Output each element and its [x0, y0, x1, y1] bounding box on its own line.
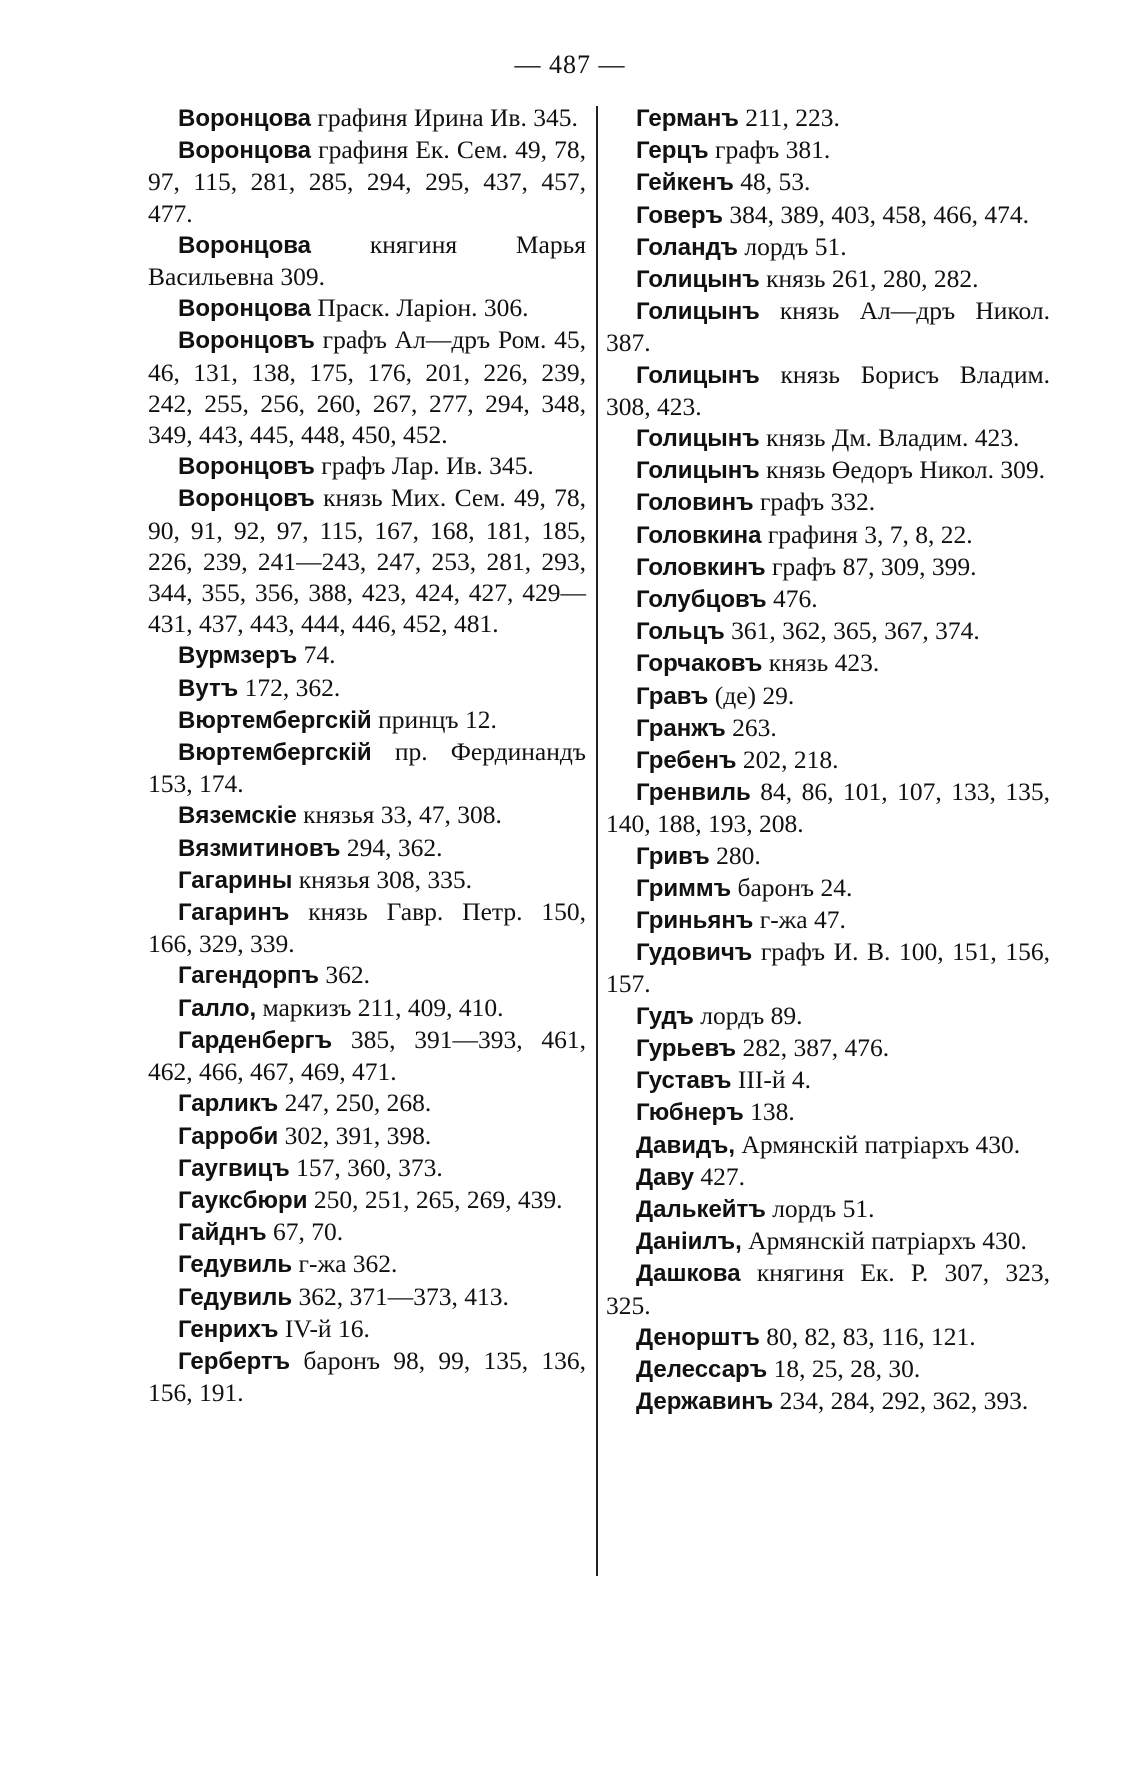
index-entry [606, 904, 1050, 936]
index-entry [148, 1216, 586, 1248]
index-entry [148, 1313, 586, 1345]
entry-references: 294, 362. [340, 832, 443, 862]
index-entry [148, 864, 586, 896]
index-entry [606, 1064, 1050, 1096]
entry-references: 74. [297, 640, 336, 670]
entry-name: Гербертъ [178, 1347, 291, 1375]
entry-references: 385, 391—393, 461, 462, 466, 467, 469, 471. [148, 1024, 586, 1087]
left-index-column [148, 102, 586, 1408]
index-entry [606, 1321, 1050, 1353]
entry-name: Давидъ, [636, 1131, 736, 1159]
entry-name: Голицынъ [636, 425, 760, 453]
index-entry [148, 1281, 586, 1313]
entry-name: Гравъ [636, 682, 709, 710]
entry-name: Германъ [636, 105, 739, 132]
index-entry [148, 1345, 586, 1408]
index-entry [606, 615, 1050, 647]
index-entry [606, 744, 1050, 776]
entry-name: Головкина [636, 521, 762, 549]
entry-name: Гудъ [636, 1002, 694, 1030]
entry-references: князь Гавр. Петр. 150, 166, 329, 339. [148, 897, 586, 959]
index-entry [606, 1225, 1050, 1257]
entry-name: Гребенъ [636, 747, 737, 775]
index-entry [148, 672, 586, 704]
entry-name: Гагендорпъ [178, 962, 320, 990]
entry-references: лордъ 89. [693, 1000, 803, 1030]
entry-references: Армянскій патріархъ 430. [735, 1129, 1021, 1159]
index-entry [606, 231, 1050, 263]
entry-references: графъ Ал—дръ Ром. 45, 46, 131, 138, 175, 176, 201, 226, 239, 242, 255, 256, 260, 267, 277, 294, 348, 349, 443, 445, 448, 450, 452. [148, 325, 586, 450]
entry-references: князь 261, 280, 282. [759, 264, 979, 294]
entry-name: Воронцова [178, 105, 312, 132]
entry-references: 211, 223. [738, 103, 840, 132]
entry-name: Головинъ [636, 489, 754, 517]
index-entry [606, 1000, 1050, 1032]
entry-name: Вязмитиновъ [178, 834, 341, 862]
entry-name: Вяземскіе [178, 802, 297, 830]
entry-references: графъ 87, 309, 399. [765, 551, 977, 581]
entry-name: Гедувиль [178, 1283, 293, 1311]
entry-name: Гейкенъ [636, 169, 734, 197]
entry-references: князь Өедоръ Никол. 309. [759, 455, 1046, 485]
entry-name: Голицынъ [636, 457, 760, 485]
entry-name: Делессаръ [636, 1355, 768, 1383]
entry-name: Гауксбюри [178, 1186, 308, 1214]
entry-references: графиня Ирина Ив. 345. [311, 103, 578, 132]
index-entry [148, 324, 586, 450]
index-entry [606, 1385, 1050, 1417]
entry-references: 202, 218. [736, 745, 839, 775]
entry-name: Генрихъ [178, 1315, 279, 1343]
entry-references: 282, 387, 476. [736, 1032, 890, 1062]
entry-references: 80, 82, 83, 116, 121. [759, 1321, 976, 1351]
entry-references: 84, 86, 101, 107, 133, 135, 140, 188, 193, 208. [606, 777, 1050, 839]
index-entry [606, 1353, 1050, 1385]
entry-name: Денорштъ [636, 1323, 760, 1351]
index-entry [606, 1257, 1050, 1320]
entry-references: 247, 250, 268. [278, 1088, 432, 1118]
entry-references: 18, 25, 28, 30. [767, 1353, 921, 1383]
entry-name: Вюртембергскій [178, 739, 372, 767]
index-entry [148, 704, 586, 736]
entry-references: 157, 360, 373. [289, 1152, 443, 1182]
entry-name: Гайднъ [178, 1219, 267, 1247]
entry-name: Воронцовъ [178, 485, 315, 513]
entry-name: Гагаринъ [178, 899, 290, 927]
entry-name: Говеръ [636, 201, 724, 229]
entry-name: Гарденбергъ [178, 1026, 333, 1054]
index-entry [148, 639, 586, 671]
entry-references: баронъ 98, 99, 135, 136, 156, 191. [148, 1345, 586, 1408]
entry-name: Гудовичъ [636, 939, 753, 967]
entry-name: Голубцовъ [636, 586, 767, 614]
entry-references: 263. [725, 712, 777, 742]
entry-references: пр. Фердинандъ 153, 174. [148, 737, 586, 799]
entry-name: Гагарины [178, 866, 293, 894]
entry-references: 138. [743, 1097, 795, 1127]
entry-references: графъ 381. [708, 135, 831, 165]
entry-name: Вюртембергскій [178, 706, 372, 734]
entry-name: Воронцова [178, 295, 312, 323]
index-entry [148, 1248, 586, 1280]
entry-references: князья 33, 47, 308. [296, 800, 502, 830]
index-entry [606, 263, 1050, 295]
index-entry [148, 482, 586, 639]
index-entry [148, 450, 586, 482]
entry-references: князь 423. [762, 648, 880, 678]
entry-references: князь Мих. Сем. 49, 78, 90, 91, 92, 97, 115, 167, 168, 181, 185, 226, 239, 241—243, 247, 253, 281, 293, 344, 355, 356, 388, 423, 424, 427, 429—431, 437, 443, 444, 446, 452, 481. [148, 483, 586, 639]
index-entry [148, 736, 586, 799]
index-entry [148, 1024, 586, 1087]
entry-name: Гарроби [178, 1122, 279, 1150]
entry-references: лордъ 51. [737, 231, 847, 261]
index-entry [148, 799, 586, 831]
entry-references: III-й 4. [731, 1065, 812, 1095]
entry-references: маркизъ 211, 409, 410. [256, 992, 504, 1022]
entry-name: Густавъ [636, 1067, 732, 1095]
entry-references: принцъ 12. [371, 704, 497, 734]
index-entry [148, 1152, 586, 1184]
index-entry [606, 583, 1050, 615]
entry-references: IV-й 16. [278, 1313, 370, 1343]
entry-references: 427. [693, 1161, 745, 1191]
entry-references: князь Борисъ Владим. 308, 423. [606, 359, 1050, 421]
entry-references: 172, 362. [238, 672, 341, 702]
entry-references: 362, 371—373, 413. [292, 1281, 509, 1311]
entry-references: г-жа 362. [292, 1249, 398, 1279]
index-entry [606, 840, 1050, 872]
entry-name: Гольцъ [636, 618, 725, 646]
entry-name: Гюбнеръ [636, 1099, 744, 1127]
index-entry [606, 359, 1050, 422]
entry-name: Воронцовъ [178, 327, 315, 355]
entry-references: князь Ал—дръ Никол. 387. [606, 296, 1050, 358]
entry-references: 302, 391, 398. [278, 1120, 432, 1150]
entry-name: Гаугвицъ [178, 1154, 290, 1182]
entry-name: Дашкова [636, 1260, 741, 1288]
index-entry [148, 292, 586, 324]
entry-references: г-жа 47. [753, 905, 846, 935]
index-entry [606, 712, 1050, 744]
entry-references: Армянскій патріархъ 430. [741, 1226, 1027, 1256]
index-entry [606, 295, 1050, 358]
entry-references: Праск. Ларіон. 306. [311, 293, 529, 323]
entry-name: Гриммъ [636, 874, 732, 902]
index-entry [148, 1087, 586, 1119]
index-entry [606, 936, 1050, 999]
entry-references: 67, 70. [266, 1217, 344, 1247]
entry-references: 362. [319, 960, 371, 990]
entry-name: Даніилъ, [636, 1228, 742, 1256]
entry-references: графиня Ек. Сем. 49, 78, 97, 115, 281, 285, 294, 295, 437, 457, 477. [148, 135, 586, 228]
entry-references: графъ Лар. Ив. 345. [314, 451, 534, 481]
index-entry [606, 551, 1050, 583]
index-entry [148, 992, 586, 1024]
entry-name: Гедувиль [178, 1251, 293, 1279]
entry-references: 384, 389, 403, 458, 466, 474. [723, 199, 1030, 229]
entry-references: 250, 251, 265, 269, 439. [307, 1184, 563, 1214]
index-entry [148, 896, 586, 959]
entry-references: 234, 284, 292, 362, 393. [773, 1386, 1029, 1416]
index-entry [606, 1161, 1050, 1193]
entry-references: баронъ 24. [731, 872, 853, 902]
index-entry [606, 102, 1050, 134]
index-entry [606, 680, 1050, 712]
index-entry [606, 422, 1050, 454]
entry-name: Герцъ [636, 137, 709, 165]
entry-references: 48, 53. [733, 167, 811, 197]
column-divider [596, 106, 598, 1576]
index-entry [148, 959, 586, 991]
entry-name: Гренвиль [636, 779, 751, 807]
entry-references: княгиня Ек. Р. 307, 323, 325. [606, 1258, 1050, 1320]
entry-name: Вурмзеръ [178, 642, 298, 670]
entry-name: Голандъ [636, 233, 738, 261]
index-entry [606, 486, 1050, 518]
index-entry [148, 1184, 586, 1216]
entry-name: Державинъ [636, 1388, 774, 1416]
entry-references: лордъ 51. [765, 1193, 875, 1223]
entry-references: графъ 332. [753, 487, 876, 517]
entry-references: графъ И. В. 100, 151, 156, 157. [606, 937, 1050, 999]
index-entry [606, 454, 1050, 486]
entry-name: Далькейтъ [636, 1195, 766, 1223]
entry-name: Гарликъ [178, 1090, 279, 1118]
entry-name: Галло, [178, 994, 257, 1022]
index-entry [148, 1120, 586, 1152]
entry-name: Головкинъ [636, 553, 766, 581]
index-entry [606, 1129, 1050, 1161]
entry-name: Воронцова [178, 231, 312, 259]
entry-references: княгиня Марья Васильевна 309. [148, 229, 586, 292]
index-entry [606, 134, 1050, 166]
entry-name: Гривъ [636, 842, 710, 870]
entry-name: Гранжъ [636, 714, 726, 742]
entry-references: графиня 3, 7, 8, 22. [761, 519, 973, 549]
entry-name: Голицынъ [636, 361, 760, 389]
entry-name: Гурьевъ [636, 1034, 737, 1062]
index-entry [148, 229, 586, 292]
index-entry [148, 134, 586, 229]
right-index-column [606, 102, 1050, 1417]
index-entry [606, 776, 1050, 839]
index-entry [606, 872, 1050, 904]
index-entry [606, 1032, 1050, 1064]
index-entry [606, 1096, 1050, 1128]
index-entry [606, 1193, 1050, 1225]
index-entry [606, 199, 1050, 231]
index-entry [148, 832, 586, 864]
entry-references: (де) 29. [708, 680, 795, 710]
index-entry [606, 647, 1050, 679]
entry-references: 361, 362, 365, 367, 374. [724, 616, 980, 646]
entry-references: князья 308, 335. [292, 864, 472, 894]
entry-name: Воронцовъ [178, 453, 315, 481]
entry-name: Голицынъ [636, 266, 760, 294]
entry-references: 476. [766, 584, 818, 614]
index-entry [148, 102, 586, 134]
index-entry [606, 519, 1050, 551]
page-number: — 487 — [514, 50, 626, 79]
entry-name: Вутъ [178, 674, 239, 702]
entry-name: Горчаковъ [636, 650, 763, 678]
entry-name: Голицынъ [636, 298, 760, 326]
entry-name: Даву [636, 1163, 694, 1191]
entry-references: князь Дм. Владим. 423. [759, 423, 1020, 453]
entry-name: Воронцова [178, 137, 312, 165]
entry-references: 280. [709, 840, 761, 870]
entry-name: Гриньянъ [636, 907, 754, 935]
index-entry [606, 166, 1050, 198]
